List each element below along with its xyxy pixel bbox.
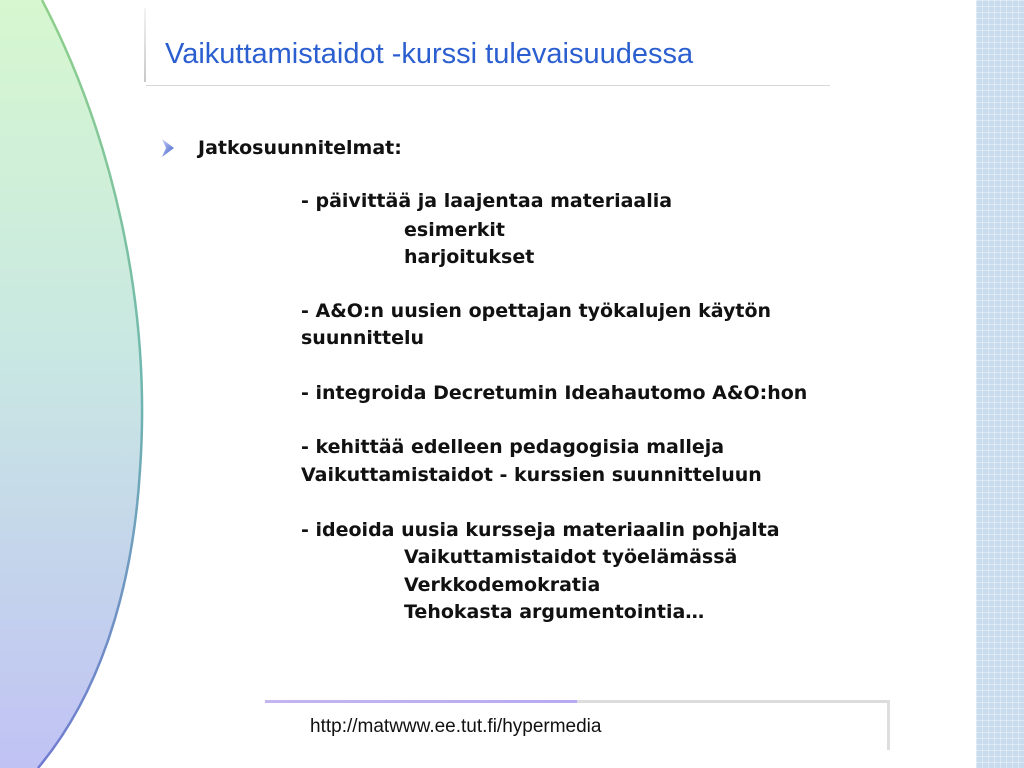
list-item: - ideoida uusia kursseja materiaalin pohjalta [301, 519, 780, 541]
title-divider-horizontal [146, 85, 830, 86]
list-item: - päivittää ja laajentaa materiaalia [301, 190, 673, 212]
left-decorative-arc [0, 0, 150, 768]
list-subitem: harjoitukset [404, 246, 535, 268]
right-accent-stripe [976, 0, 1024, 768]
chevron-right-icon [160, 138, 176, 158]
footer-url: http://matwww.ee.tut.fi/hypermedia [310, 716, 602, 737]
list-item: - integroida Decretumin Ideahautomo A&O:hon [301, 382, 808, 404]
list-subitem: Verkkodemokratia [404, 574, 601, 596]
title-divider-vertical [144, 8, 146, 82]
slide-title: Vaikuttamistaidot -kurssi tulevaisuudessa [165, 38, 694, 70]
list-item-continuation: Vaikuttamistaidot - kurssien suunnitteluun [301, 464, 762, 486]
list-item: - A&O:n uusien opettajan työkalujen käytön [301, 300, 772, 322]
footer-divider-vertical [887, 700, 890, 750]
list-subitem: Tehokasta argumentointia… [404, 601, 705, 623]
list-subitem: Vaikuttamistaidot työelämässä [404, 546, 738, 568]
list-item-continuation: suunnittelu [301, 327, 425, 349]
list-subitem: esimerkit [404, 219, 505, 241]
bullet-heading: Jatkosuunnitelmat: [198, 137, 402, 159]
footer-divider-horizontal [265, 700, 889, 703]
list-item: - kehittää edelleen pedagogisia malleja [301, 436, 725, 458]
